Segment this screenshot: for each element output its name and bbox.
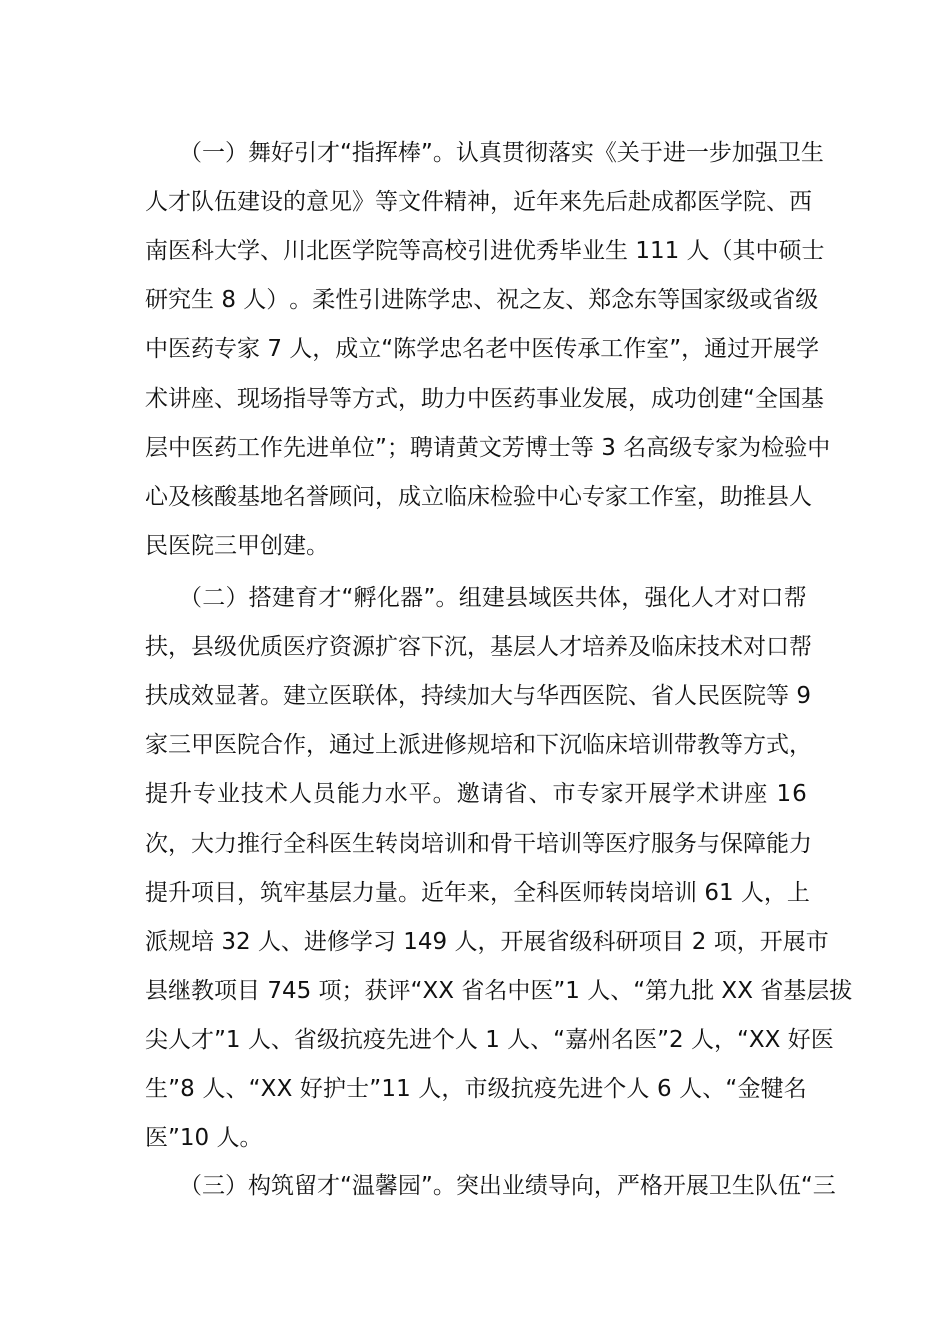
text-line: 提 升 项 目 ， 筑 牢 基 层 力 量 。 近 年 来 ， 全 科 医 师 转 岗 培 训 6 1 人 ， 上 (145, 880, 810, 906)
text-line: 扶 成 效 显 著 。 建 立 医 联 体 ， 持 续 加 大 与 华 西 医 院 、 省 人 民 医 院 等 9 (145, 683, 811, 709)
text-line: （ 一 ） 舞 好 引 才 “ 指 挥 棒 ” 。 认 真 贯 彻 落 实 《 关 于 进 一 步 加 强 卫 生 (179, 140, 824, 166)
text-line: （ 二 ） 搭 建 育 才 “ 孵 化 器 ” 。 组 建 县 域 医 共 体 ， 强 化 人 才 对 口 帮 (179, 585, 807, 611)
text-line: 心 及 核 酸 基 地 名 誉 顾 问 ， 成 立 临 床 检 验 中 心 专 家 工 作 室 ， 助 推 县 人 (145, 484, 812, 510)
text-line: （ 三 ） 构 筑 留 才 “ 温 馨 园 ” 。 突 出 业 绩 导 向 ， 严 格 开 展 卫 生 队 伍 “ 三 (179, 1173, 836, 1199)
text-line: 提 升 专 业 技 术 人 员 能 力 水 平 。 邀 请 省 、 市 专 家 开 展 学 术 讲 座 1 6 (145, 781, 807, 807)
text-line: 研 究 生 8 人 ） 。 柔 性 引 进 陈 学 忠 、 祝 之 友 、 郑 念 东 等 国 家 级 或 省 级 (145, 287, 819, 313)
text-line: 术 讲 座 、 现 场 指 导 等 方 式 ， 助 力 中 医 药 事 业 发 展 ， 成 功 创 建 “ 全 国 基 (145, 386, 824, 412)
text-line: 次 ， 大 力 推 行 全 科 医 生 转 岗 培 训 和 骨 干 培 训 等 医 疗 服 务 与 保 障 能 力 (145, 831, 812, 857)
text-line: 派 规 培 3 2 人 、 进 修 学 习 1 4 9 人 ， 开 展 省 级 科 研 项 目 2 项 ， 开 展 市 (145, 929, 829, 955)
text-line: 民医院三甲创建。 (145, 533, 329, 559)
text-line: 层 中 医 药 工 作 先 进 单 位 ” ； 聘 请 黄 文 芳 博 士 等 3 名 高 级 专 家 为 检 验 中 (145, 435, 831, 461)
text-line: 人 才 队 伍 建 设 的 意 见 》 等 文 件 精 神 ， 近 年 来 先 后 赴 成 都 医 学 院 、 西 (145, 189, 812, 215)
text-line: 南 医 科 大 学 、 川 北 医 学 院 等 高 校 引 进 优 秀 毕 业 生 1 1 1 人 （ 其 中 硕 士 (145, 238, 825, 264)
text-line: 医”10 人。 (145, 1125, 263, 1151)
text-line: 扶 ， 县 级 优 质 医 疗 资 源 扩 容 下 沉 ， 基 层 人 才 培 养 及 临 床 技 术 对 口 帮 (145, 634, 812, 660)
text-line: 县 继 教 项 目 7 4 5 项 ； 获 评 “ X X 省 名 中 医 ” 1 人 、 “ 第 九 批 X X 省 基 层 拔 (145, 978, 853, 1004)
text-line: 中 医 药 专 家 7 人 ， 成 立 “ 陈 学 忠 名 老 中 医 传 承 工 作 室 ” ， 通 过 开 展 学 (145, 336, 820, 362)
text-line: 生 ” 8 人 、 “ X X 好 护 士 ” 1 1 人 ， 市 级 抗 疫 先 进 个 人 6 人 、 “ 金 犍 名 (145, 1076, 807, 1102)
text-line: 家 三 甲 医 院 合 作 ， 通 过 上 派 进 修 规 培 和 下 沉 临 床 培 训 带 教 等 方 式 ， (145, 732, 812, 758)
text-line: 尖 人 才 ” 1 人 、 省 级 抗 疫 先 进 个 人 1 人 、 “ 嘉 州 名 医 ” 2 人 ， “ X X 好 医 (145, 1027, 834, 1053)
